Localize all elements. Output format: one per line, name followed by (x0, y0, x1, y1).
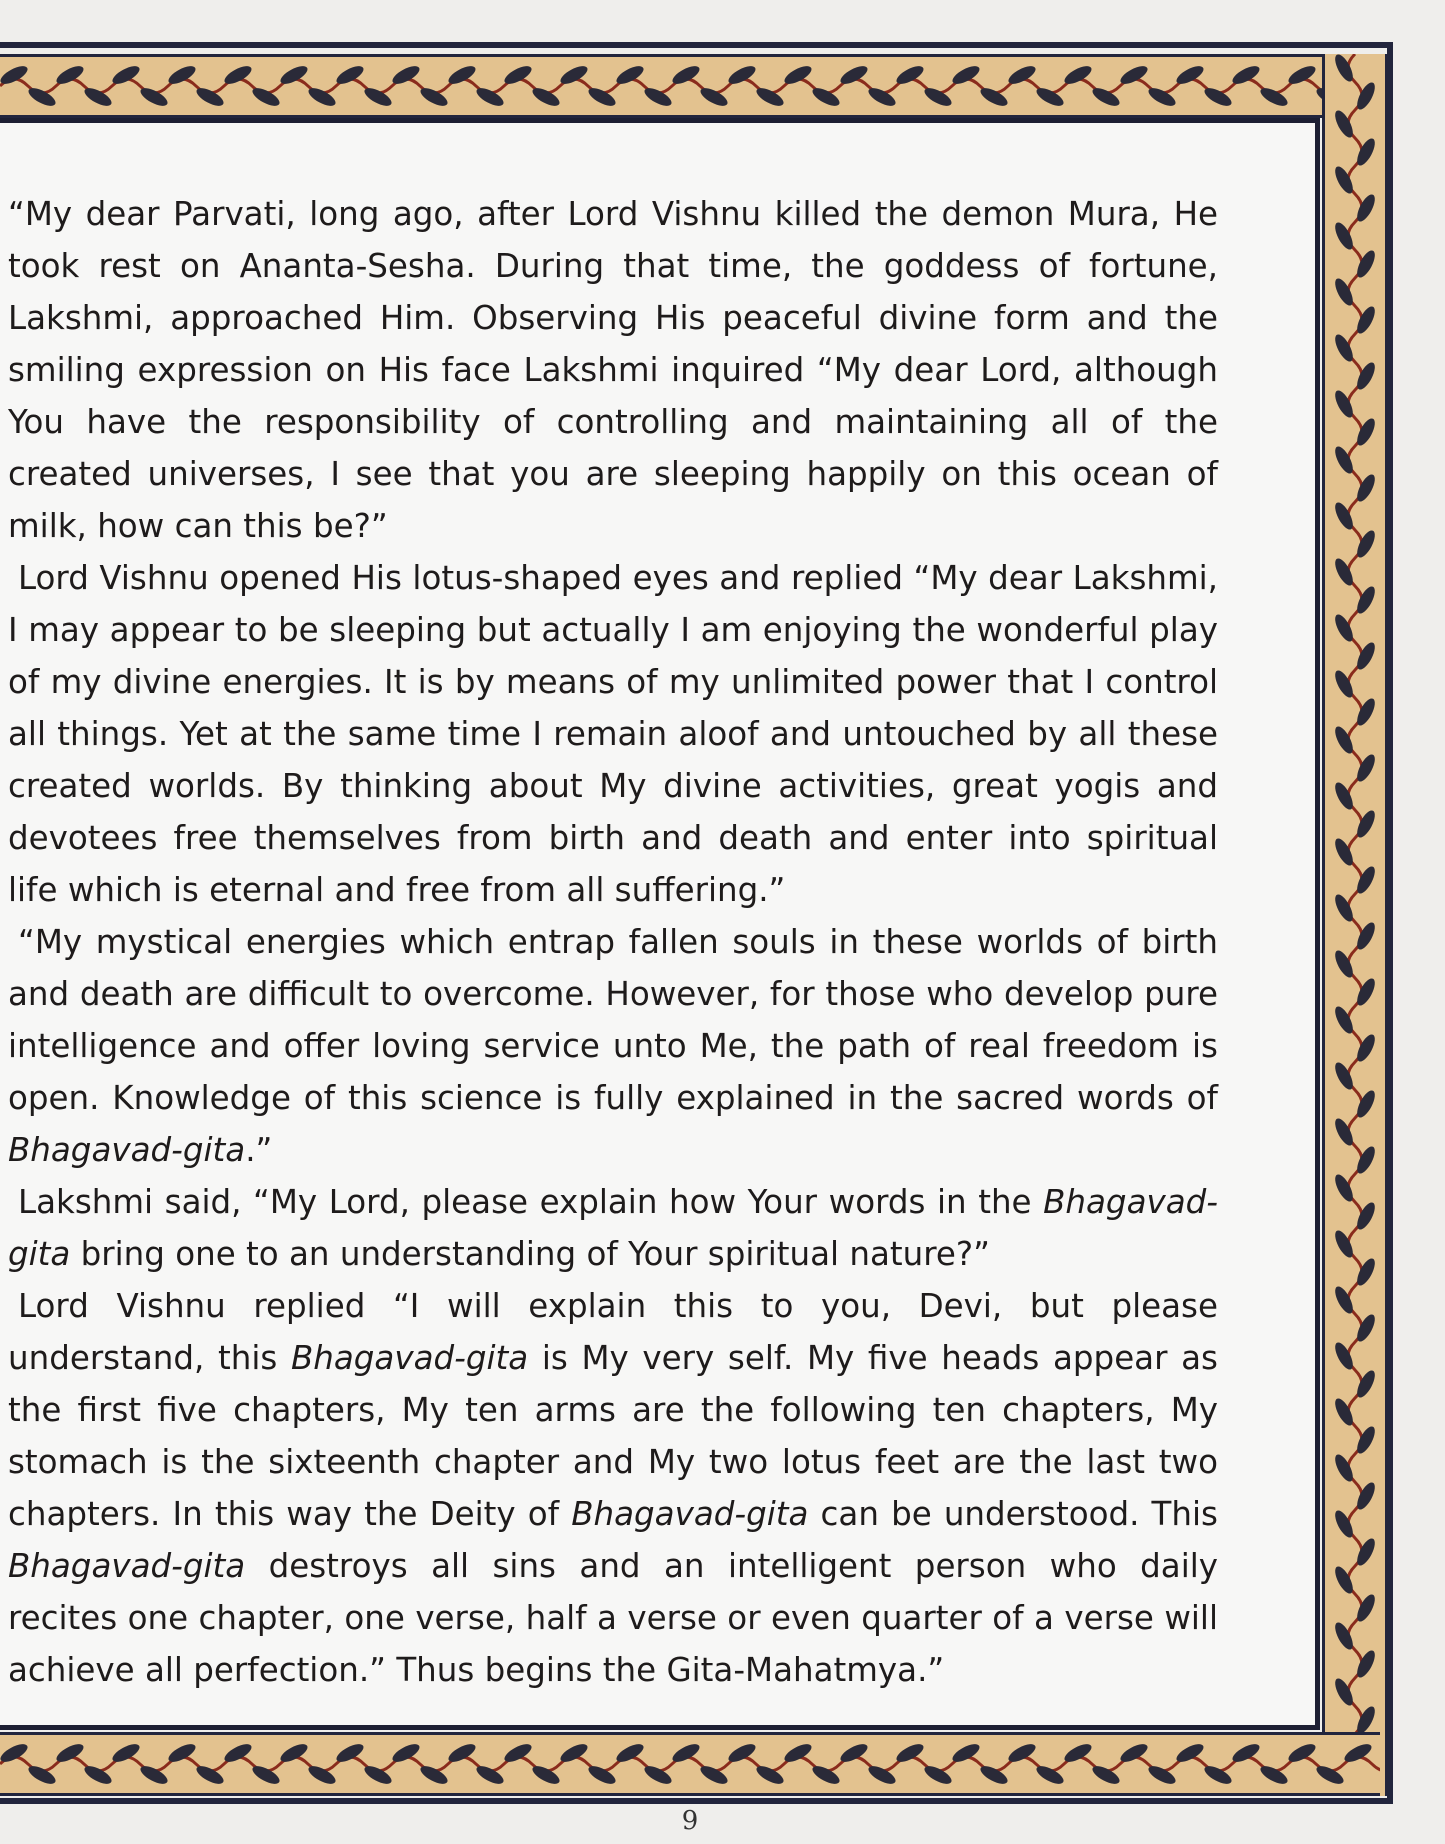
book-title-italic: Bhagavad-gita (8, 1183, 1218, 1273)
book-title-italic: Bhagavad-gita (290, 1339, 529, 1377)
vine-pattern-top (0, 54, 1380, 118)
paragraph-5-text-c: can be understood. This (808, 1495, 1218, 1533)
paragraph-3 (8, 916, 1218, 1176)
paragraph-2-text: Lord Vishnu opened His lotus-shaped eyes and replied “My dear Lakshmi, I may appear to be sleeping but actually I am enjoying the wonderful play of my divine energies. It is by means of my unlimited power that I control all things. Yet at the same time I remain aloof and untouched by all these created worlds. By thinking about My divine activities, great yogis and devotees free themselves from birth and death and enter into spiritual life which is eternal and free from all suffering.” (8, 559, 1218, 909)
paragraph-5-text: Lord Vishnu replied “I will explain this to you, Devi, but please understand, this (8, 1287, 1218, 1377)
vine-band (0, 54, 1380, 118)
right-vine-border (1322, 54, 1388, 1796)
paragraph-4 (8, 1176, 1218, 1280)
paragraph-1-text: “My dear Parvati, long ago, after Lord Vishnu killed the demon Mura, He took rest on Ananta-Sesha. During that time, the goddess of fortune, Lakshmi, approached Him. Observing His peaceful divine form and the smiling expression on His face Lakshmi inquired “My dear Lord, although You have the responsibility of controlling and maintaining all of the created universes, I see that you are sleeping happily on this ocean of milk, how can this be?” (8, 195, 1218, 545)
book-title-italic: Bhagavad-gita (8, 1547, 246, 1585)
book-title-italic: Bhagavad-gita (571, 1495, 809, 1533)
top-vine-border (0, 54, 1380, 118)
paragraph-3-text: “My mystical energies which entrap fallen souls in these worlds of birth and death are difficult to overcome. However, for those who develop pure intelligence and offer loving service unto Me, the path of real freedom is open. Knowledge of this science is fully explained in the sacred words of (8, 923, 1218, 1117)
vine-band (0, 1732, 1380, 1796)
vine-pattern-right (1322, 54, 1388, 1796)
paragraph-4-end: bring one to an understanding of Your spiritual nature?” (70, 1235, 990, 1273)
paragraph-3-end: .” (245, 1131, 273, 1169)
vine-band (1322, 54, 1388, 1796)
bottom-vine-border (0, 1732, 1380, 1796)
paragraph-4-text: Lakshmi said, “My Lord, please explain how Your words in the (18, 1183, 1044, 1221)
book-title-italic: Bhagavad-gita (8, 1131, 246, 1169)
page-number: 9 (681, 1806, 699, 1836)
vine-pattern-bottom (0, 1732, 1380, 1796)
paragraph-5-text-b: is My very self. My five heads appear as the first five chapters, My ten arms are the following ten chapters, My stomach is the sixteenth chapter and My two lotus feet are the last two chapters. In this way the Deity of (8, 1339, 1218, 1533)
paragraph-1 (8, 188, 1218, 552)
paragraph-5 (8, 1280, 1218, 1696)
paragraph-2 (8, 552, 1218, 916)
paragraph-5-end: destroys all sins and an intelligent person who daily recites one chapter, one verse, half a verse or even quarter of a verse will achieve all perfection.” Thus begins the Gita-Mahatmya.” (8, 1547, 1218, 1689)
story-text (8, 188, 1218, 1696)
